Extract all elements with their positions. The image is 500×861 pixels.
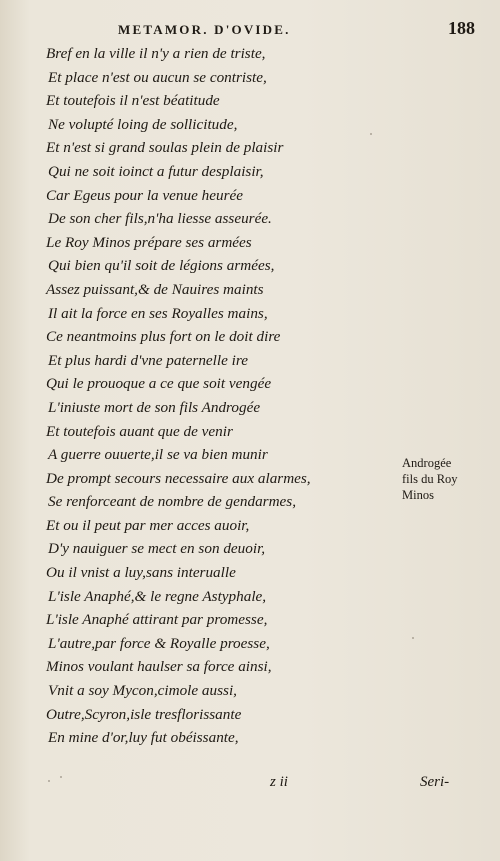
page-number: 188 xyxy=(448,18,475,38)
verse-block xyxy=(46,42,376,750)
verse-line: Le Roy Minos prépare ses armées xyxy=(46,233,252,251)
margin-note-line: Minos xyxy=(402,488,434,502)
verse-line: Qui bien qu'il soit de légions armées, xyxy=(48,257,275,275)
signature-mark: z ii xyxy=(270,774,288,790)
verse-line: D'y nauiguer se mect en son deuoir, xyxy=(48,540,266,558)
verse-line: Bref en la ville il n'y a rien de triste, xyxy=(46,45,266,62)
margin-note-line: Androgée xyxy=(402,456,452,470)
verse-line: Ne volupté loing de sollicitude, xyxy=(48,115,238,133)
verse-line: Et ou il peut par mer acces auoir, xyxy=(46,516,250,534)
verse-line: Et toutefois auant que de venir xyxy=(46,422,233,440)
margin-note-line: fils du Roy xyxy=(402,472,458,486)
verse-line: Et place n'est ou aucun se contriste, xyxy=(48,68,267,86)
verse-line: Et plus hardi d'vne paternelle ire xyxy=(48,351,248,369)
catchword: Seri- xyxy=(420,774,450,790)
ink-speck xyxy=(370,133,372,135)
verse-line: Car Egeus pour la venue heurée xyxy=(46,186,243,204)
verse-line: Il ait la force en ses Royalles mains, xyxy=(48,304,268,322)
ink-speck xyxy=(60,776,62,778)
margin-note xyxy=(402,455,494,503)
verse-line: Se renforceant de nombre de gendarmes, xyxy=(48,493,296,511)
verse-line: Et toutefois il n'est béatitude xyxy=(46,92,220,110)
verse-line: Outre,Scyron,isle tresflorissante xyxy=(46,705,242,723)
verse-line: En mine d'or,luy fut obéissante, xyxy=(48,729,239,747)
ink-speck xyxy=(412,637,414,639)
verse-line: De son cher fils,n'ha liesse asseurée. xyxy=(48,210,272,228)
verse-line: Vnit a soy Mycon,cimole aussi, xyxy=(48,682,237,700)
verse-line: Et n'est si grand soulas plein de plaisir xyxy=(46,139,284,157)
running-title: METAMOR. D'OVIDE. xyxy=(118,22,291,37)
verse-line: Ce neantmoins plus fort on le doit dire xyxy=(46,328,281,346)
verse-line: L'isle Anaphé attirant par promesse, xyxy=(46,611,268,629)
verse-line: Assez puissant,& de Nauires maints xyxy=(46,280,264,298)
verse-line: L'autre,par force & Royalle proesse, xyxy=(48,634,270,652)
verse-line: L'isle Anaphé,& le regne Astyphale, xyxy=(48,587,267,605)
ink-speck xyxy=(48,780,50,782)
verse-line: L'iniuste mort de son fils Androgée xyxy=(48,398,261,416)
verse-line: Ou il vnist a luy,sans interualle xyxy=(46,564,236,582)
verse-line: Minos voulant haulser sa force ainsi, xyxy=(46,658,272,676)
verse-line: A guerre ouuerte,il se va bien munir xyxy=(48,446,268,464)
verse-line: De prompt secours necessaire aux alarmes, xyxy=(46,469,311,487)
verse-line: Qui le prouoque a ce que soit vengée xyxy=(46,375,272,393)
verse-line: Qui ne soit ioinct a futur desplaisir, xyxy=(48,162,264,180)
